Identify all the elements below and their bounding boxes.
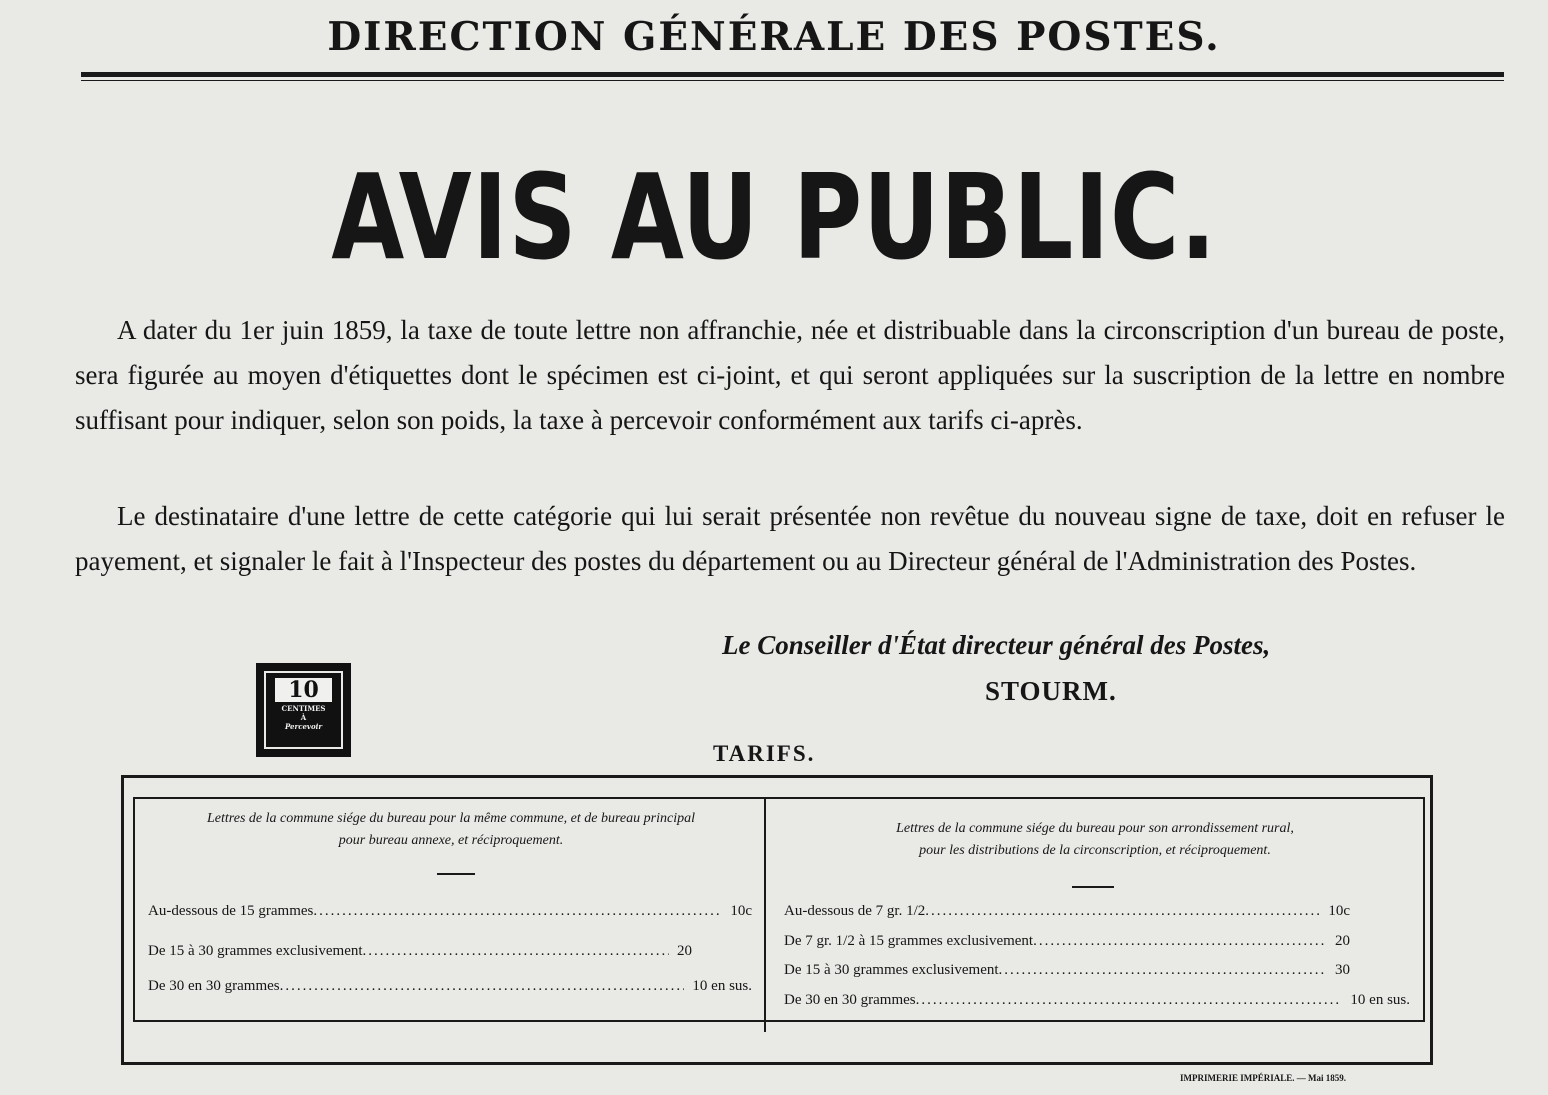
right-tariff-row: De 15 à 30 grammes exclusivement ..... 30 xyxy=(784,962,1410,979)
postage-due-stamp-specimen xyxy=(256,663,351,757)
page-header-title: DIRECTION GÉNÉRALE DES POSTES. xyxy=(327,14,1221,60)
stamp-text-3: Percevoir xyxy=(284,722,323,731)
left-header-dash xyxy=(437,873,475,875)
right-tariff-row: De 7 gr. 1/2 à 15 grammes exclusivement ..... 20 xyxy=(784,933,1410,950)
headline: AVIS AU PUBLIC. xyxy=(331,148,1217,286)
tariff-column-divider xyxy=(764,797,766,1032)
right-column-header: Lettres de la commune siége du bureau pour son arrondissement rural, pour les distributions de la circonscription, et réciproquement. xyxy=(896,821,1294,858)
tariffs-heading: TARIFS. xyxy=(713,741,816,766)
right-tariff-row: Au-dessous de 7 gr. 1/2 ..... 10c xyxy=(784,903,1410,920)
notice-paragraph-1: A dater du 1er juin 1859, la taxe de toute lettre non affranchie, née et distribuable dans la circonscription d'un bureau de poste, sera figurée au moyen d'étiquettes dont le spécimen est ci-joint, et qui seront appliquées sur la suscription de la lettre en nombre suffisant pour indiquer, selon son poids, la taxe à percevoir conformément aux tarifs ci-après. xyxy=(75,315,1505,435)
header-rule-thin xyxy=(81,80,1504,81)
left-tariff-row: Au-dessous de 15 grammes ..... 10c xyxy=(148,903,752,920)
left-tariff-row: De 30 en 30 grammes ..... 10 en sus. xyxy=(148,978,752,995)
stamp-text-2: À xyxy=(300,713,307,722)
left-tariff-row: De 15 à 30 grammes exclusivement ..... 20 xyxy=(148,943,752,960)
stamp-text-1: CENTIMES xyxy=(281,704,326,713)
notice-paragraph-2: Le destinataire d'une lettre de cette catégorie qui lui serait présentée non revêtue du nouveau signe de taxe, doit en refuser le payement, et signaler le fait à l'Inspecteur des postes du département ou au Directeur général de l'Administration des Postes. xyxy=(75,501,1505,576)
signatory-name: STOURM. xyxy=(985,676,1117,706)
left-column-header: Lettres de la commune siége du bureau pour la même commune, et de bureau principal pour bureau annexe, et réciproquement. xyxy=(207,811,695,848)
right-header-dash xyxy=(1072,886,1114,888)
header-rule xyxy=(81,72,1504,77)
signatory-title: Le Conseiller d'État directeur général des Postes, xyxy=(722,630,1271,660)
stamp-value: 10 xyxy=(275,678,332,702)
printer-imprint: IMPRIMERIE IMPÉRIALE. — Mai 1859. xyxy=(1180,1073,1346,1083)
right-tariff-row: De 30 en 30 grammes ..... 10 en sus. xyxy=(784,992,1410,1009)
